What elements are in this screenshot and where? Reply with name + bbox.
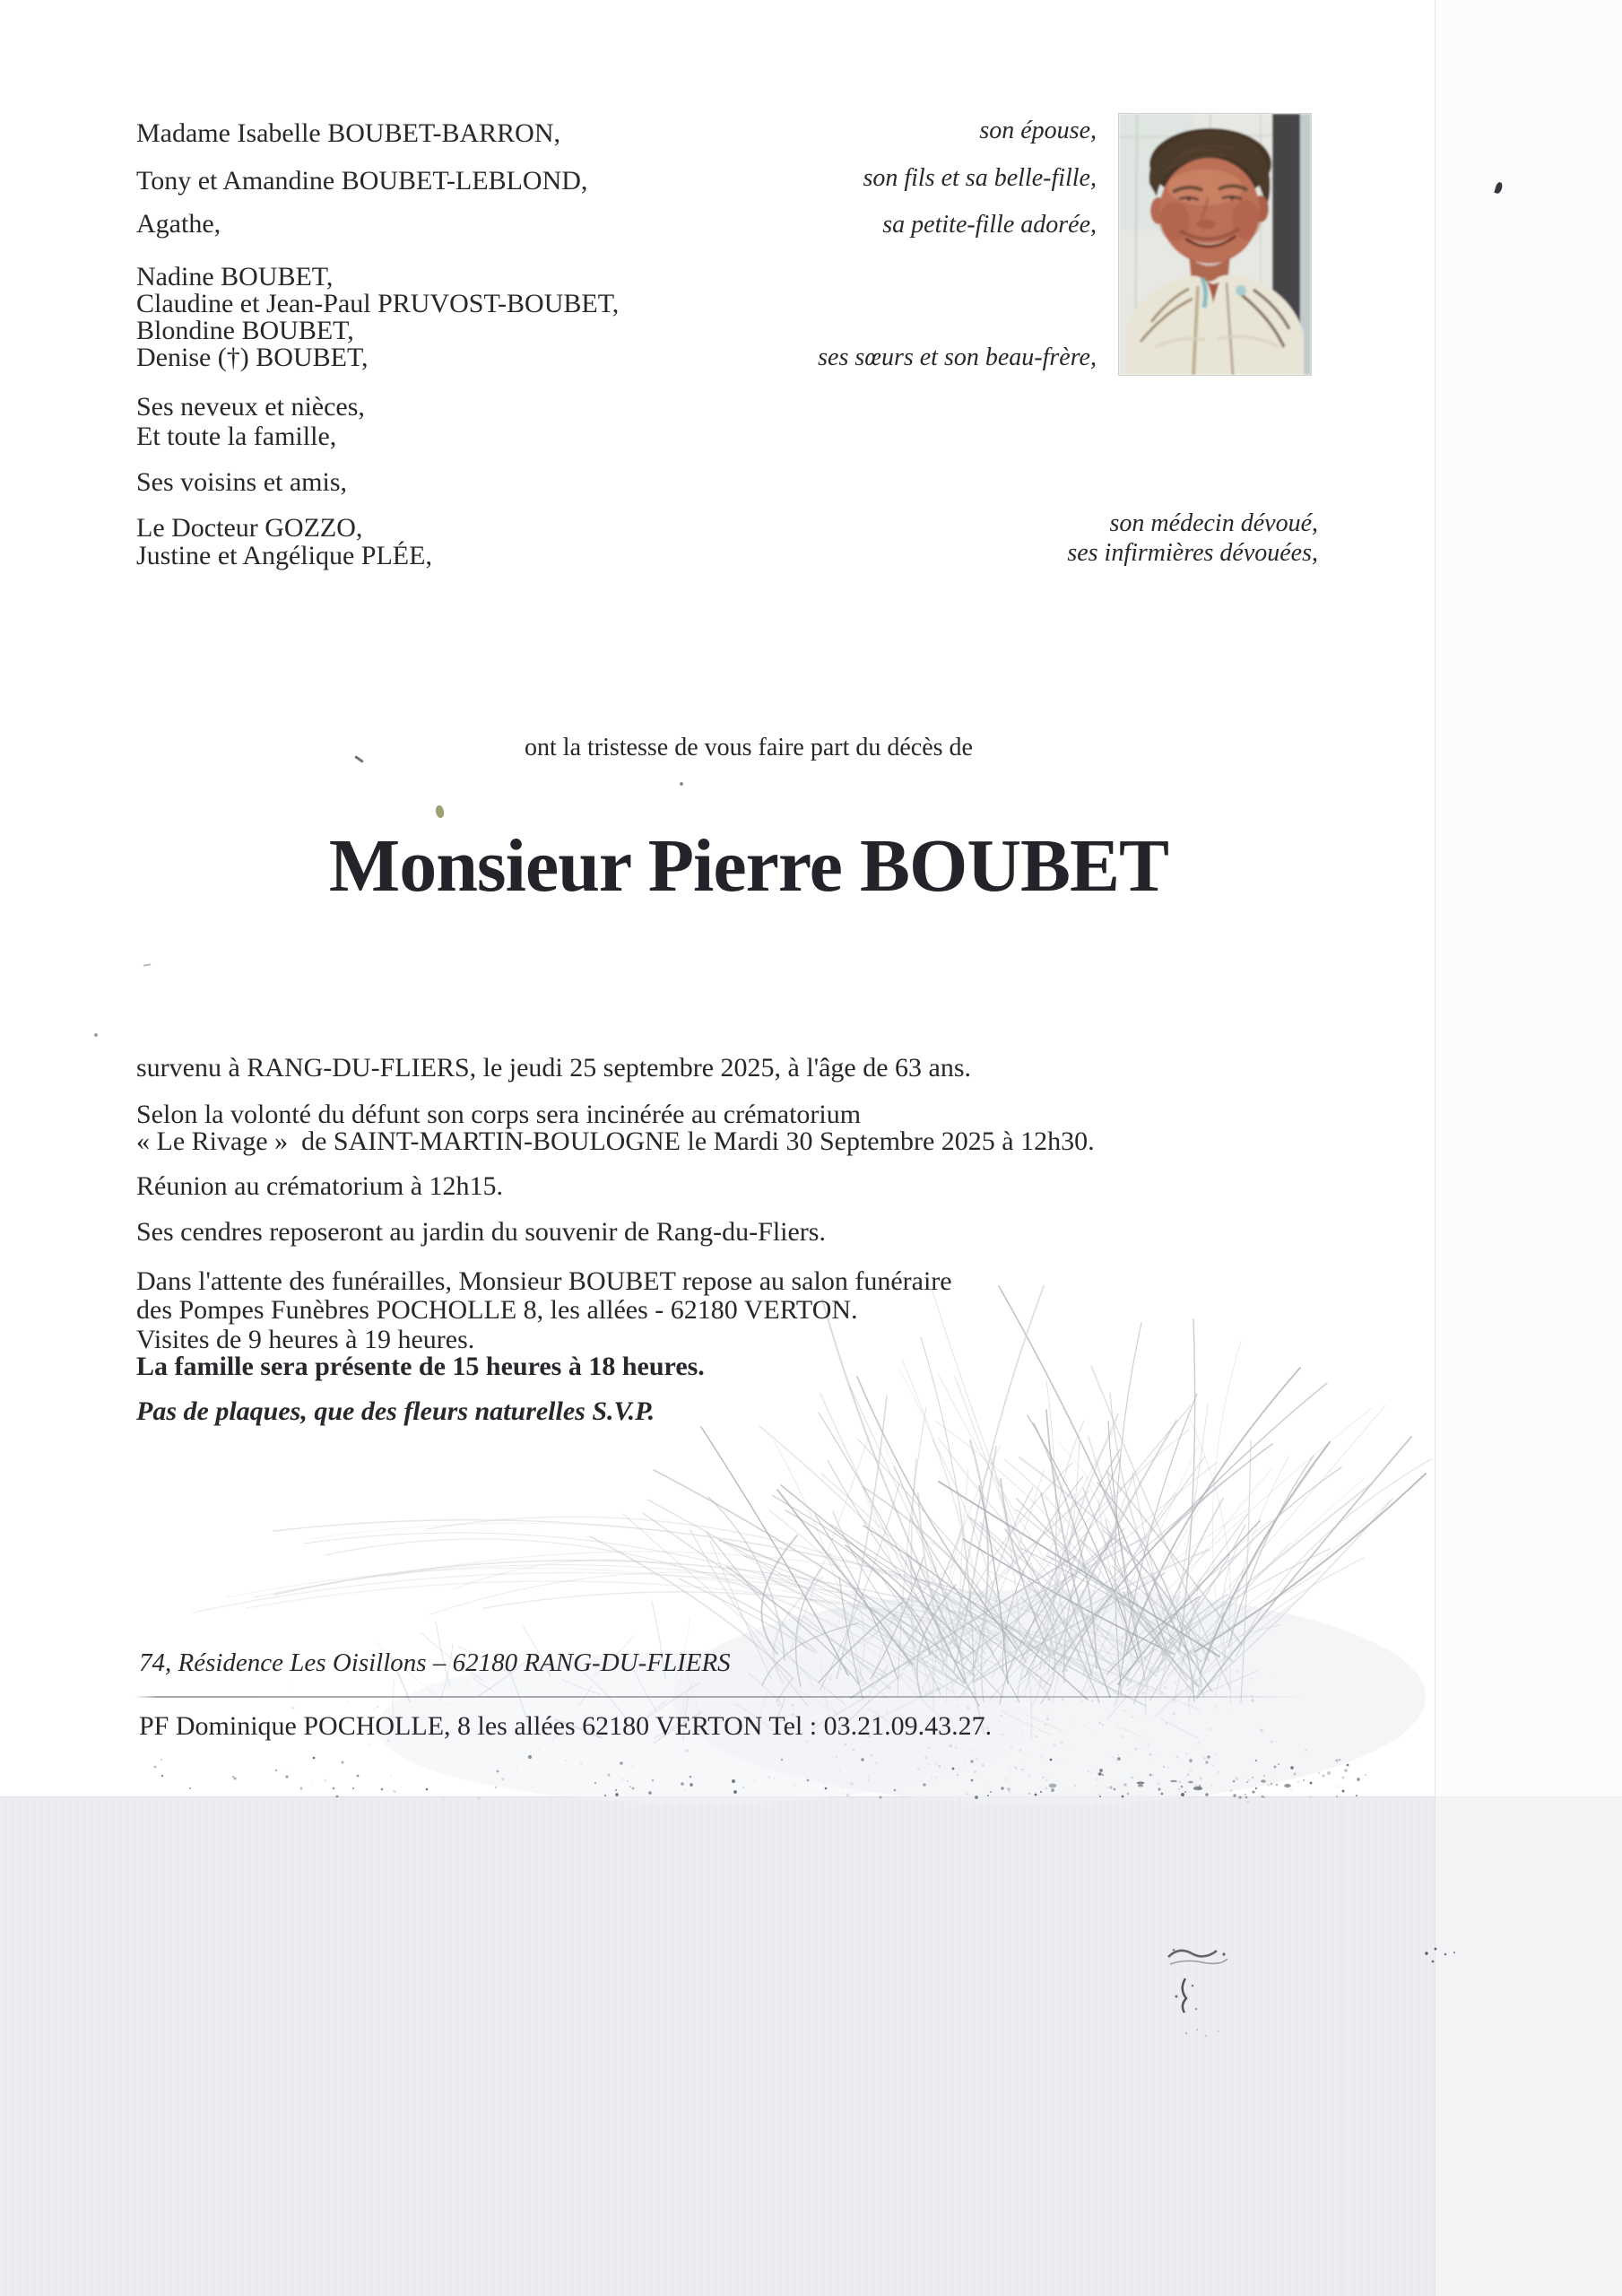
mourner-line: Nadine BOUBET, — [136, 262, 334, 291]
home-address-line: 74, Résidence Les Oisillons – 62180 RANG-DU-FLIERS — [139, 1648, 731, 1677]
scanner-lower-band — [0, 1796, 1622, 2296]
relation-line: sa petite-fille adorée, — [882, 211, 1097, 239]
detail-repose: Dans l'attente des funérailles, Monsieur BOUBET repose au salon funéraire — [136, 1266, 952, 1296]
mourner-line: Denise (†) BOUBET, — [136, 343, 369, 372]
mourner-line: Agathe, — [136, 209, 221, 239]
scan-smudge — [1421, 1942, 1468, 1970]
mourner-line: Madame Isabelle BOUBET-BARRON, — [136, 118, 560, 148]
caregiver-line: son médecin dévoué, — [1109, 509, 1318, 537]
scan-smudge — [1166, 1973, 1212, 2016]
mourner-line: Ses voisins et amis, — [136, 467, 348, 497]
scanner-streak — [1342, 1796, 1343, 2296]
separator-line — [134, 1696, 1307, 1698]
detail-family-presence: La famille sera présente de 15 heures à 18 heures. — [136, 1352, 705, 1381]
portrait-photo — [1119, 114, 1311, 375]
relation-line: son épouse, — [979, 117, 1097, 144]
scan-smudge — [1179, 2022, 1233, 2046]
scan-artifact — [143, 963, 151, 966]
detail-meeting: Réunion au crématorium à 12h15. — [136, 1171, 504, 1201]
mourner-line: Claudine et Jean-Paul PRUVOST-BOUBET, — [136, 289, 620, 318]
caregiver-line: ses infirmières dévouées, — [1067, 539, 1318, 567]
detail-cremation: « Le Rivage » de SAINT-MARTIN-BOULOGNE le Mardi 30 Septembre 2025 à 12h30. — [136, 1126, 1095, 1156]
funeral-home-line: PF Dominique POCHOLLE, 8 les allées 62180 VERTON Tel : 03.21.09.43.27. — [139, 1711, 993, 1741]
detail-flowers: Pas de plaques, que des fleurs naturelles S.V.P. — [136, 1396, 655, 1426]
scan-artifact — [434, 804, 446, 819]
deceased-name: Monsieur Pierre BOUBET — [328, 824, 1169, 908]
mourner-line: Blondine BOUBET, — [136, 316, 354, 345]
detail-repose: des Pompes Funèbres POCHOLLE 8, les allées - 62180 VERTON. — [136, 1295, 858, 1325]
mourner-line: Tony et Amandine BOUBET-LEBLOND, — [136, 166, 588, 196]
mourner-line: Justine et Angélique PLÉE, — [136, 541, 432, 570]
relation-line: son fils et sa belle-fille, — [863, 164, 1097, 192]
mourner-line: Le Docteur GOZZO, — [136, 513, 363, 543]
announcement-line: ont la tristesse de vous faire part du décès de — [525, 734, 973, 761]
scan-artifact — [680, 782, 683, 786]
detail-cremation: Selon la volonté du défunt son corps sera incinérée au crématorium — [136, 1100, 862, 1129]
mourner-line: Ses neveux et nièces, — [136, 392, 365, 422]
scan-smudge — [1161, 1937, 1244, 1973]
detail-visits: Visites de 9 heures à 19 heures. — [136, 1325, 475, 1354]
scan-dirt-band — [0, 1749, 1622, 1801]
scan-artifact — [94, 1033, 98, 1037]
relation-line: ses sœurs et son beau-frère, — [818, 344, 1097, 371]
detail-ashes: Ses cendres reposeront au jardin du souvenir de Rang-du-Fliers. — [136, 1217, 826, 1247]
mourner-line: Et toute la famille, — [136, 422, 337, 451]
detail-death: survenu à RANG-DU-FLIERS, le jeudi 25 septembre 2025, à l'âge de 63 ans. — [136, 1053, 972, 1083]
